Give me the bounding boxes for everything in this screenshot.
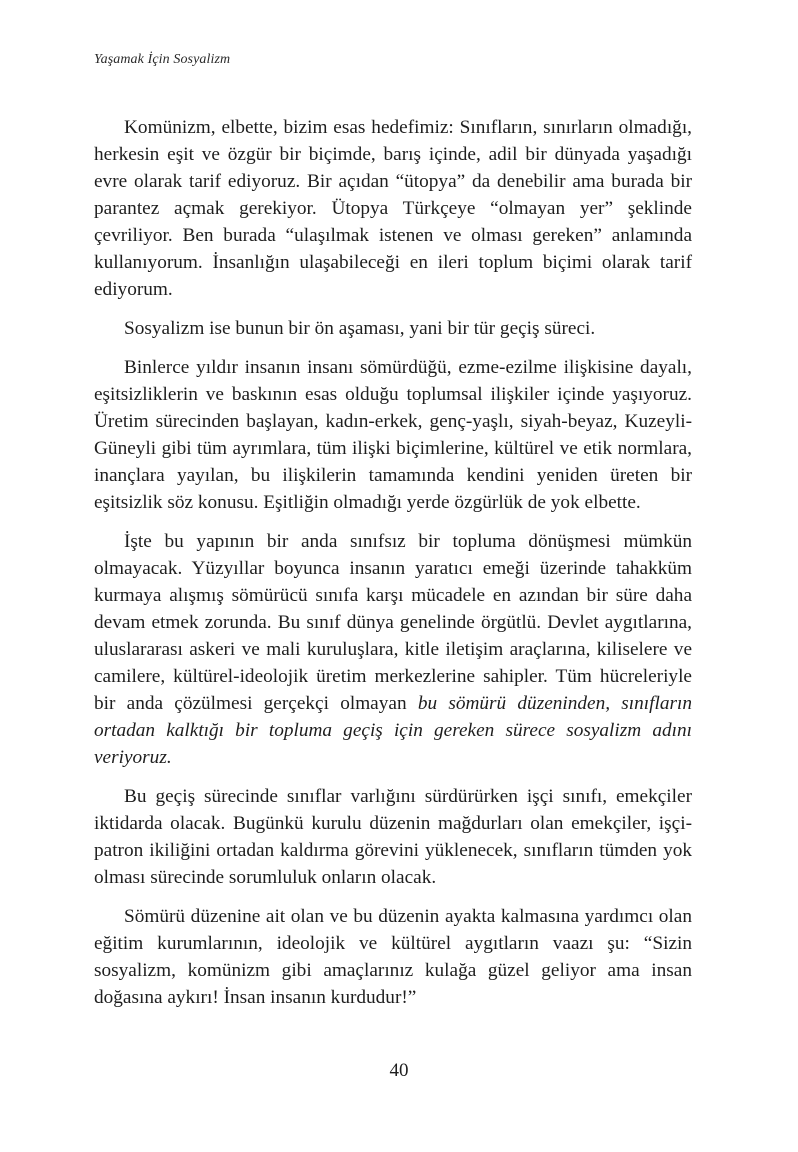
paragraph-4-italic: bu sömürü düzeninden, sınıfların ortadan kalktığı bir topluma geçiş için gereken sürece sosyalizm adını veriyoruz. (94, 693, 693, 768)
paragraph-4-roman: İşte bu yapının bir anda sınıfsız bir topluma dönüşmesi mümkün olmayacak. Yüzyıllar boyunca insanın yaratıcı emeği üzerinde tahakküm kurmaya alışmış sömürücü sınıfa karşı mücadele en azından bir süre daha devam etmek zorunda. Bu sınıf dünya genelinde örgütlü. Devlet aygıtlarına, uluslararası askeri ve mali kuruluşlara, kitle iletişim araçlarına, kiliselere ve camilere, kültürel-ideolojik üretim merkezlerine sahipler. Tüm hücreleriyle bir anda çözülmesi gerçekçi olmayan (94, 531, 692, 714)
body-text (94, 114, 692, 1023)
page-number: 40 (389, 1060, 409, 1081)
paragraph-3: Binlerce yıldır insanın insanı sömürdüğü, ezme-ezilme ilişkisine dayalı, eşitsizliklerin ve baskının esas olduğu toplumsal ilişkiler içinde yaşıyoruz. Üretim sürecinden başlayan, kadın-erkek, genç-yaşlı, siyah-beyaz, Kuzeyli-Güneyli gibi tüm ayrımlara, tüm ilişki biçimlerine, kültürel ve etik normlara, inançlara yayılan, bu ilişkilerin tamamında kendini yeniden üreten bir eşitsizlik söz konusu. Eşitliğin olmadığı yerde özgürlük de yok elbette. (94, 357, 692, 513)
paragraph-6: Sömürü düzenine ait olan ve bu düzenin ayakta kalmasına yardımcı olan eğitim kurumlarının, ideolojik ve kültürel aygıtların vaazı şu: “Sizin sosyalizm, komünizm gibi amaçlarınız kulağa güzel geliyor ama insan doğasına aykırı! İnsan insanın kurdudur!” (94, 906, 692, 1008)
paragraph-4 (94, 528, 692, 771)
paragraph-2: Sosyalizm ise bunun bir ön aşaması, yani bir tür geçiş süreci. (124, 318, 596, 339)
paragraph-1: Komünizm, elbette, bizim esas hedefimiz: Sınıfların, sınırların olmadığı, herkesin eşit ve özgür bir biçimde, barış içinde, adil bir dünyada yaşadığı evre olarak tarif ediyoruz. Bir açıdan “ütopya” da denebilir ama burada bir parantez açmak gerekiyor. Ütopya Türkçeye “olmayan yer” şeklinde çevriliyor. Ben burada “ulaşılmak istenen ve olması gereken” anlamında kullanıyorum. İnsanlığın ulaşabileceği en ileri toplum biçimi olarak tarif ediyorum. (94, 117, 692, 300)
paragraph-5: Bu geçiş sürecinde sınıflar varlığını sürdürürken işçi sınıfı, emekçiler iktidarda olacak. Bugünkü kurulu düzenin mağdurları olan emekçiler, işçi-patron ikiliğini ortadan kaldırma görevini yüklenecek, sınıfların tümden yok olması sürecinde sorumluluk onların olacak. (94, 786, 692, 888)
running-head: Yaşamak İçin Sosyalizm (94, 52, 231, 67)
